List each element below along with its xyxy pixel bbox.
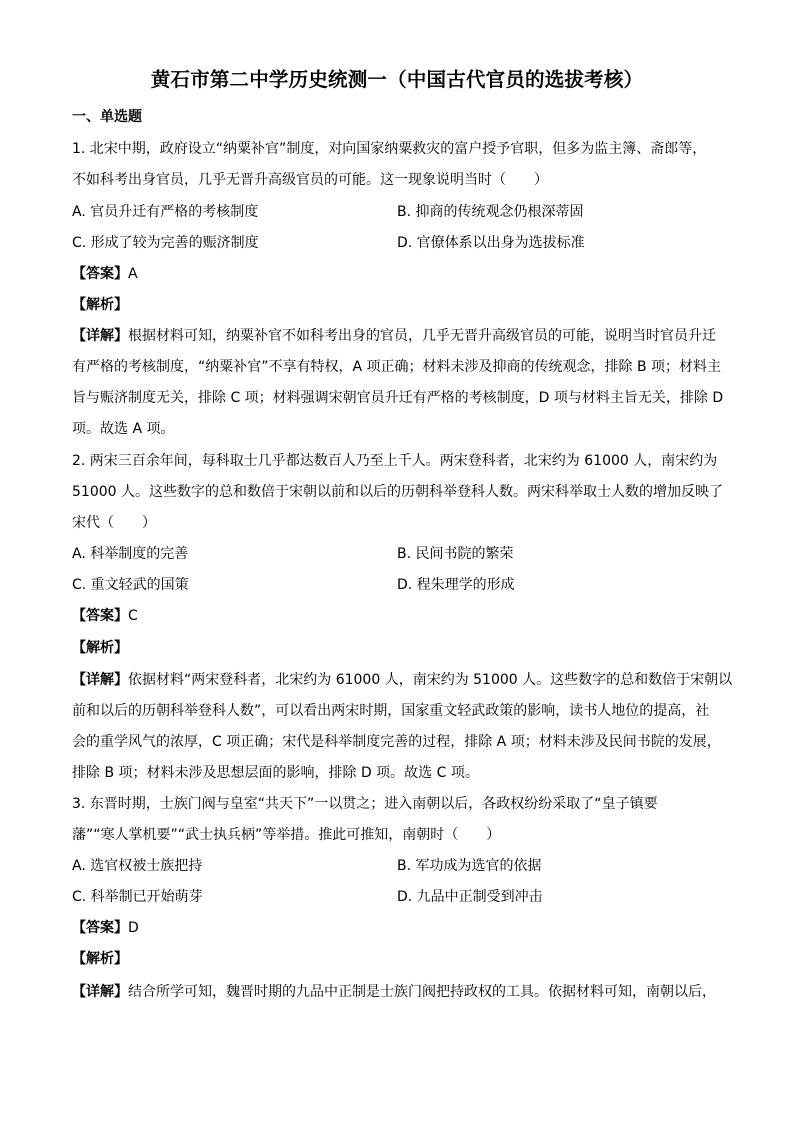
q1-stem-line-1: 1. 北宋中期，政府设立“纳粟补官”制度，对向国家纳粟救灾的富户授予官职，但多为监主簿、斋郎等，: [72, 141, 707, 157]
q2-stem-line-2: 51000 人。这些数字的总和数倍于宋朝以前和以后的历朝科举登科人数。两宋科举取士人数的增加反映了: [72, 484, 723, 500]
q1-detail-tag: 【详解】: [72, 328, 128, 344]
q1-option-d: D. 官僚体系以出身为选拔标准: [397, 235, 585, 251]
q3-answer-line: [72, 917, 732, 939]
q3-option-a: A. 选官权被士族把持: [72, 858, 203, 874]
q2-option-c: C. 重文轻武的国策: [72, 577, 189, 593]
q1-stem-line-2: 不如科考出身官员，几乎无晋升高级官员的可能。这一现象说明当时（ ）: [72, 172, 548, 188]
q1-detail-line-4: 项。故选 A 项。: [72, 421, 175, 437]
document-title: 黄石市第二中学历史统测一（中国古代官员的选拔考核）: [150, 68, 644, 91]
q2-detail-line-3: 会的重学风气的浓厚，C 项正确；宋代是科举制度完善的过程，排除 A 项；材料未涉及民间书院的发展，: [72, 734, 721, 750]
q3-option-c: C. 科举制已开始萌芽: [72, 889, 203, 905]
q1-detail-text-1: 根据材料可知，纳粟补官不如科考出身的官员，几乎无晋升高级官员的可能，说明当时官员升迁: [128, 328, 716, 344]
q1-option-b: B. 抑商的传统观念仍根深蒂固: [397, 204, 584, 220]
q3-detail-line-1: [72, 981, 732, 1003]
q2-answer: C: [128, 608, 138, 624]
q1-analysis-tag: 【解析】: [72, 297, 128, 313]
q1-detail-line-2: 有严格的考核制度，“纳粟补官”不享有特权，A 项正确；材料未涉及抑商的传统观念，排除 B 项；材料主: [72, 359, 722, 375]
q2-analysis-tag: 【解析】: [72, 640, 128, 656]
q3-answer-tag: 【答案】: [72, 920, 128, 936]
q3-analysis-tag: 【解析】: [72, 951, 128, 967]
q1-detail-line-3: 旨与赈济制度无关，排除 C 项；材料强调宋朝官员升迁有严格的考核制度，D 项与材料主旨无关，排除 D: [72, 390, 724, 406]
q3-detail-tag: 【详解】: [72, 984, 128, 1000]
q2-option-b: B. 民间书院的繁荣: [397, 546, 514, 562]
q2-option-a: A. 科举制度的完善: [72, 546, 189, 562]
q2-detail-tag: 【详解】: [72, 672, 128, 688]
q2-answer-line: [72, 605, 732, 627]
q1-option-a: A. 官员升迁有严格的考核制度: [72, 204, 259, 220]
q3-stem-line-1: 3. 东晋时期，士族门阀与皇室“共天下”一以贯之；进入南朝以后，各政权纷纷采取了“皇子镇要: [72, 796, 658, 812]
q3-detail-text-1: 结合所学可知，魏晋时期的九品中正制是士族门阀把持政权的工具。依据材料可知，南朝以后，: [128, 984, 716, 1000]
q2-detail-line-4: 排除 B 项；材料未涉及思想层面的影响，排除 D 项。故选 C 项。: [72, 765, 479, 781]
q3-answer: D: [128, 920, 139, 936]
q2-stem-line-3: 宋代（ ）: [72, 515, 156, 531]
q3-option-d: D. 九品中正制受到冲击: [397, 889, 543, 905]
q2-detail-text-1: 依据材料“两宋登科者，北宋约为 61000 人，南宋约为 51000 人。这些数字的总和数倍于宋朝以: [128, 672, 733, 688]
q2-answer-tag: 【答案】: [72, 608, 128, 624]
q2-detail-line-1: [72, 669, 732, 691]
q2-option-d: D. 程朱理学的形成: [397, 577, 515, 593]
section-heading: 一、单选题: [72, 109, 142, 125]
q1-detail-line-1: [72, 325, 732, 347]
q1-answer: A: [128, 266, 138, 282]
q2-stem-line-1: 2. 两宋三百余年间，每科取士几乎都达数百人乃至上千人。两宋登科者，北宋约为 61000 人，南宋约为: [72, 453, 718, 469]
q1-answer-line: [72, 263, 732, 285]
q1-option-c: C. 形成了较为完善的赈济制度: [72, 235, 259, 251]
q2-detail-line-2: 前和以后的历朝科举登科人数”，可以看出两宋时期，国家重文轻武政策的影响，读书人地位的提高，社: [72, 703, 710, 719]
q3-option-b: B. 军功成为选官的依据: [397, 858, 542, 874]
q3-stem-line-2: 藩”“寒人掌机要”“武士执兵柄”等举措。推此可推知，南朝时（ ）: [72, 827, 501, 843]
q1-answer-tag: 【答案】: [72, 266, 128, 282]
